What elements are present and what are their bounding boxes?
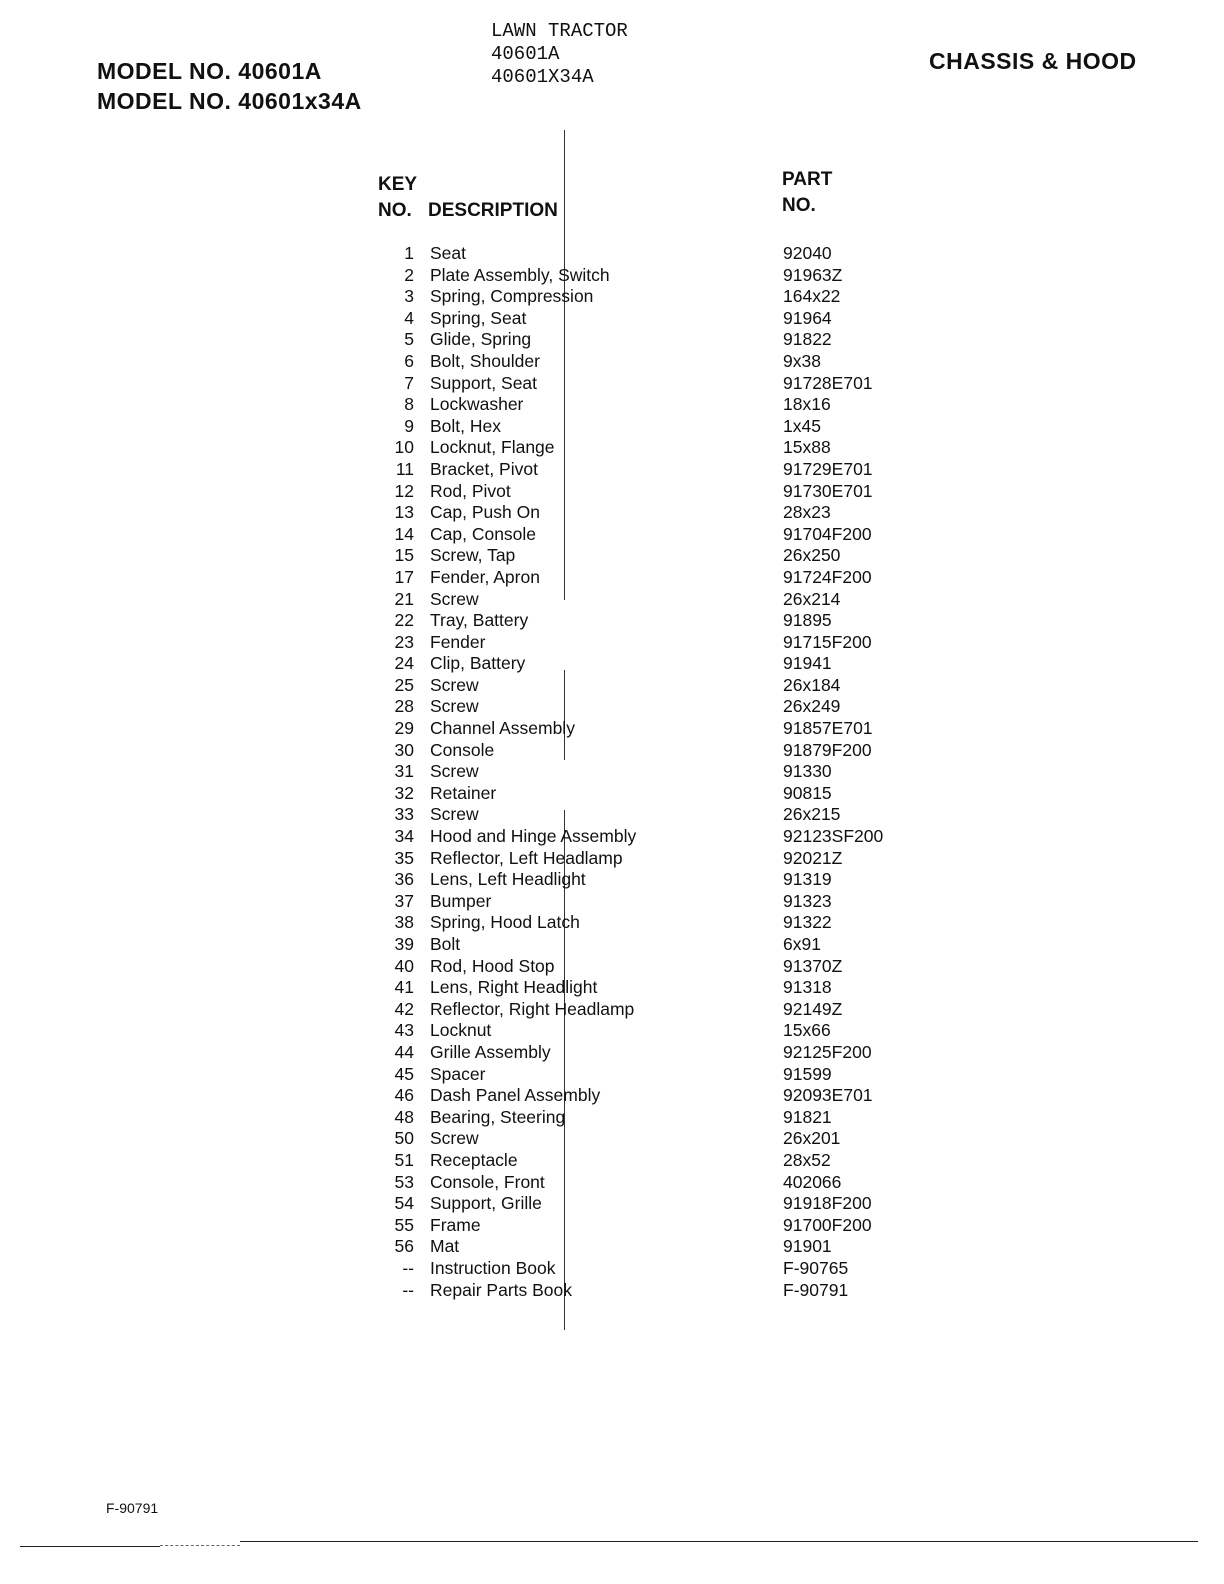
parts-row: [0, 653, 1224, 675]
part-number: 91879F200: [783, 739, 872, 760]
part-number: 164x22: [783, 286, 841, 307]
key-number: 10: [394, 437, 414, 458]
key-number: 53: [394, 1171, 414, 1192]
key-number: 29: [394, 718, 414, 739]
parts-row: [0, 934, 1224, 956]
key-header: [378, 172, 417, 224]
part-description: Support, Grille: [430, 1193, 542, 1214]
parts-row: [0, 394, 1224, 416]
parts-row: [0, 826, 1224, 848]
parts-row: [0, 524, 1224, 546]
part-number: 91715F200: [783, 631, 872, 652]
part-number: 92040: [783, 243, 832, 263]
key-number: 38: [394, 912, 414, 933]
part-number: 91319: [783, 869, 832, 890]
part-description: Repair Parts Book: [430, 1279, 573, 1300]
key-number: 6: [404, 350, 414, 371]
part-number: F-90791: [783, 1279, 849, 1300]
part-number: 91700F200: [783, 1214, 872, 1235]
part-description: Screw: [430, 804, 479, 825]
parts-row: [0, 718, 1224, 740]
part-description: Bolt, Shoulder: [430, 350, 540, 371]
part-number: 91821: [783, 1106, 832, 1127]
key-number: 51: [394, 1149, 414, 1170]
parts-row: [0, 696, 1224, 718]
part-number: 91599: [783, 1063, 832, 1084]
part-description: Dash Panel Assembly: [430, 1085, 601, 1106]
parts-row: [0, 1150, 1224, 1172]
key-number: 8: [404, 394, 414, 415]
parts-row: [0, 416, 1224, 438]
typed-title: LAWN TRACTOR: [491, 20, 628, 42]
part-number: 90815: [783, 782, 832, 803]
parts-list: [0, 243, 1224, 1301]
part-description: Bracket, Pivot: [430, 458, 538, 479]
key-number: --: [402, 1257, 414, 1278]
part-number: 91370Z: [783, 955, 843, 976]
part-number: 91323: [783, 890, 832, 911]
parts-row: [0, 351, 1224, 373]
part-number: 6x91: [783, 934, 821, 954]
parts-row: [0, 956, 1224, 978]
key-number: --: [402, 1279, 414, 1300]
key-number: 22: [394, 610, 414, 631]
key-number: 21: [394, 588, 414, 609]
part-number: 91895: [783, 610, 832, 631]
key-number: 13: [394, 502, 414, 523]
parts-row: [0, 1280, 1224, 1302]
key-number: 45: [394, 1063, 414, 1084]
parts-row: [0, 1258, 1224, 1280]
part-description: Clip, Battery: [430, 653, 526, 674]
key-number: 33: [394, 804, 414, 825]
key-number: 46: [394, 1085, 414, 1106]
parts-row: [0, 783, 1224, 805]
parts-row: [0, 1020, 1224, 1042]
part-number: 92125F200: [783, 1041, 872, 1062]
key-number: 4: [404, 307, 414, 328]
parts-row: [0, 459, 1224, 481]
part-number: 91318: [783, 977, 832, 998]
parts-row: [0, 632, 1224, 654]
part-number: 91729E701: [783, 458, 873, 479]
section-title: CHASSIS & HOOD: [929, 48, 1137, 74]
part-number: 91704F200: [783, 523, 872, 544]
part-number: 26x249: [783, 696, 841, 717]
parts-row: [0, 1107, 1224, 1129]
part-description: Fender, Apron: [430, 566, 540, 587]
typed-label: [491, 20, 628, 89]
part-description: Cap, Push On: [430, 502, 540, 523]
typed-model-1: 40601A: [491, 43, 560, 65]
part-number: 91963Z: [783, 264, 843, 285]
key-number: 54: [394, 1193, 414, 1214]
part-description: Fender: [430, 631, 486, 652]
parts-row: [0, 1193, 1224, 1215]
part-description: Console, Front: [430, 1171, 545, 1192]
parts-row: [0, 589, 1224, 611]
bottom-rule-dashed: [160, 1545, 240, 1546]
key-number: 23: [394, 631, 414, 652]
key-number: 15: [394, 545, 414, 566]
key-number: 34: [394, 826, 414, 847]
key-number: 41: [394, 977, 414, 998]
part-description: Screw: [430, 588, 479, 609]
part-number: 28x52: [783, 1149, 831, 1170]
key-number: 44: [394, 1041, 414, 1062]
part-header-label: PART: [782, 169, 833, 190]
key-number: 7: [404, 372, 414, 393]
parts-row: [0, 740, 1224, 762]
parts-row: [0, 610, 1224, 632]
parts-row: [0, 243, 1224, 265]
part-number: 91730E701: [783, 480, 873, 501]
part-number: 26x214: [783, 588, 841, 609]
part-description: Seat: [430, 243, 466, 263]
part-number: 91724F200: [783, 566, 872, 587]
part-number: 91822: [783, 329, 832, 350]
parts-row: [0, 1215, 1224, 1237]
part-description: Instruction Book: [430, 1257, 556, 1278]
parts-row: [0, 567, 1224, 589]
typed-model-2: 40601X34A: [491, 66, 594, 88]
part-number: 91857E701: [783, 718, 873, 739]
part-description: Frame: [430, 1214, 481, 1235]
no-header-label: NO.: [378, 200, 412, 221]
part-number: 92093E701: [783, 1085, 873, 1106]
parts-row: [0, 912, 1224, 934]
part-number: 15x66: [783, 1020, 831, 1041]
part-description: Lens, Right Headlight: [430, 977, 598, 998]
parts-row: [0, 545, 1224, 567]
parts-row: [0, 481, 1224, 503]
part-description: Bumper: [430, 890, 492, 911]
parts-row: [0, 848, 1224, 870]
parts-row: [0, 502, 1224, 524]
part-description: Screw: [430, 674, 479, 695]
key-number: 3: [404, 286, 414, 307]
key-number: 24: [394, 653, 414, 674]
part-description: Locknut: [430, 1020, 492, 1041]
parts-row: [0, 1128, 1224, 1150]
part-description: Rod, Pivot: [430, 480, 511, 501]
parts-row: [0, 1172, 1224, 1194]
part-description: Console: [430, 739, 495, 760]
key-number: 9: [404, 415, 414, 436]
part-number: 18x16: [783, 394, 831, 415]
key-number: 42: [394, 998, 414, 1019]
key-number: 2: [404, 264, 414, 285]
part-description: Bolt, Hex: [430, 415, 501, 436]
part-number: 15x88: [783, 437, 831, 458]
key-number: 25: [394, 674, 414, 695]
part-description: Locknut, Flange: [430, 437, 555, 458]
key-number: 17: [394, 566, 414, 587]
part-description: Cap, Console: [430, 523, 537, 544]
description-header: DESCRIPTION: [428, 200, 558, 221]
parts-row: [0, 1236, 1224, 1258]
bottom-rule: [240, 1541, 1198, 1542]
part-description: Retainer: [430, 782, 497, 803]
part-description: Screw: [430, 761, 479, 782]
key-number: 48: [394, 1106, 414, 1127]
parts-row: [0, 804, 1224, 826]
part-description: Mat: [430, 1236, 460, 1257]
model-number-line-2: MODEL NO. 40601x34A: [97, 88, 362, 114]
key-number: 14: [394, 523, 414, 544]
key-number: 32: [394, 782, 414, 803]
part-description: Spring, Hood Latch: [430, 912, 580, 933]
part-header: [782, 167, 832, 219]
part-description: Spring, Compression: [430, 286, 594, 307]
key-number: 37: [394, 890, 414, 911]
parts-row: [0, 437, 1224, 459]
part-number: 92123SF200: [783, 826, 884, 847]
part-description: Support, Seat: [430, 372, 538, 393]
parts-row: [0, 869, 1224, 891]
parts-row: [0, 373, 1224, 395]
part-number: 91728E701: [783, 372, 873, 393]
part-description: Screw: [430, 696, 479, 717]
key-number: 11: [395, 458, 414, 479]
part-description: Reflector, Right Headlamp: [430, 998, 635, 1019]
key-number: 1: [404, 243, 414, 263]
part-description: Screw: [430, 1128, 479, 1149]
part-number: 91941: [783, 653, 832, 674]
part-description: Tray, Battery: [430, 610, 529, 631]
bottom-rule-left: [20, 1546, 160, 1547]
key-number: 28: [394, 696, 414, 717]
key-number: 5: [404, 329, 414, 350]
part-description: Spacer: [430, 1063, 486, 1084]
part-description: Lockwasher: [430, 394, 524, 415]
parts-row: [0, 675, 1224, 697]
part-description: Plate Assembly, Switch: [430, 264, 610, 285]
key-number: 40: [394, 955, 414, 976]
part-description: Spring, Seat: [430, 307, 527, 328]
part-description: Rod, Hood Stop: [430, 955, 555, 976]
part-description: Glide, Spring: [430, 329, 532, 350]
key-header-label: KEY: [378, 174, 418, 195]
part-description: Bolt: [430, 934, 461, 954]
part-description: Screw, Tap: [430, 545, 516, 566]
part-no-header-label: NO.: [782, 195, 816, 216]
part-number: 28x23: [783, 502, 831, 523]
parts-row: [0, 1064, 1224, 1086]
part-description: Channel Assembly: [430, 718, 575, 739]
key-number: 50: [394, 1128, 414, 1149]
parts-row: [0, 999, 1224, 1021]
part-description: Lens, Left Headlight: [430, 869, 586, 890]
part-number: 402066: [783, 1171, 842, 1192]
key-number: 39: [394, 934, 414, 954]
key-number: 56: [394, 1236, 414, 1257]
parts-row: [0, 329, 1224, 351]
parts-row: [0, 891, 1224, 913]
part-number: 26x184: [783, 674, 841, 695]
part-number: 91901: [783, 1236, 832, 1257]
footer-doc-number: F-90791: [106, 1500, 159, 1516]
parts-row: [0, 977, 1224, 999]
key-number: 36: [394, 869, 414, 890]
part-description: Reflector, Left Headlamp: [430, 847, 623, 868]
key-number: 35: [394, 847, 414, 868]
key-number: 12: [394, 480, 414, 501]
parts-row: [0, 308, 1224, 330]
part-number: F-90765: [783, 1257, 849, 1278]
part-number: 26x250: [783, 545, 841, 566]
part-description: Hood and Hinge Assembly: [430, 826, 637, 847]
key-number: 31: [394, 761, 414, 782]
part-number: 92021Z: [783, 847, 843, 868]
part-number: 26x201: [783, 1128, 841, 1149]
parts-row: [0, 1085, 1224, 1107]
key-number: 43: [394, 1020, 414, 1041]
part-number: 91322: [783, 912, 832, 933]
part-number: 91964: [783, 307, 832, 328]
parts-row: [0, 265, 1224, 287]
part-number: 1x45: [783, 415, 821, 436]
parts-row: [0, 761, 1224, 783]
part-description: Grille Assembly: [430, 1041, 551, 1062]
part-number: 26x215: [783, 804, 841, 825]
parts-row: [0, 286, 1224, 308]
parts-row: [0, 1042, 1224, 1064]
model-number-line-1: MODEL NO. 40601A: [97, 58, 322, 84]
part-number: 9x38: [783, 350, 821, 371]
part-description: Receptacle: [430, 1149, 518, 1170]
part-number: 91918F200: [783, 1193, 872, 1214]
part-number: 92149Z: [783, 998, 843, 1019]
part-description: Bearing, Steering: [430, 1106, 566, 1127]
key-number: 55: [394, 1214, 414, 1235]
part-number: 91330: [783, 761, 832, 782]
key-number: 30: [394, 739, 414, 760]
